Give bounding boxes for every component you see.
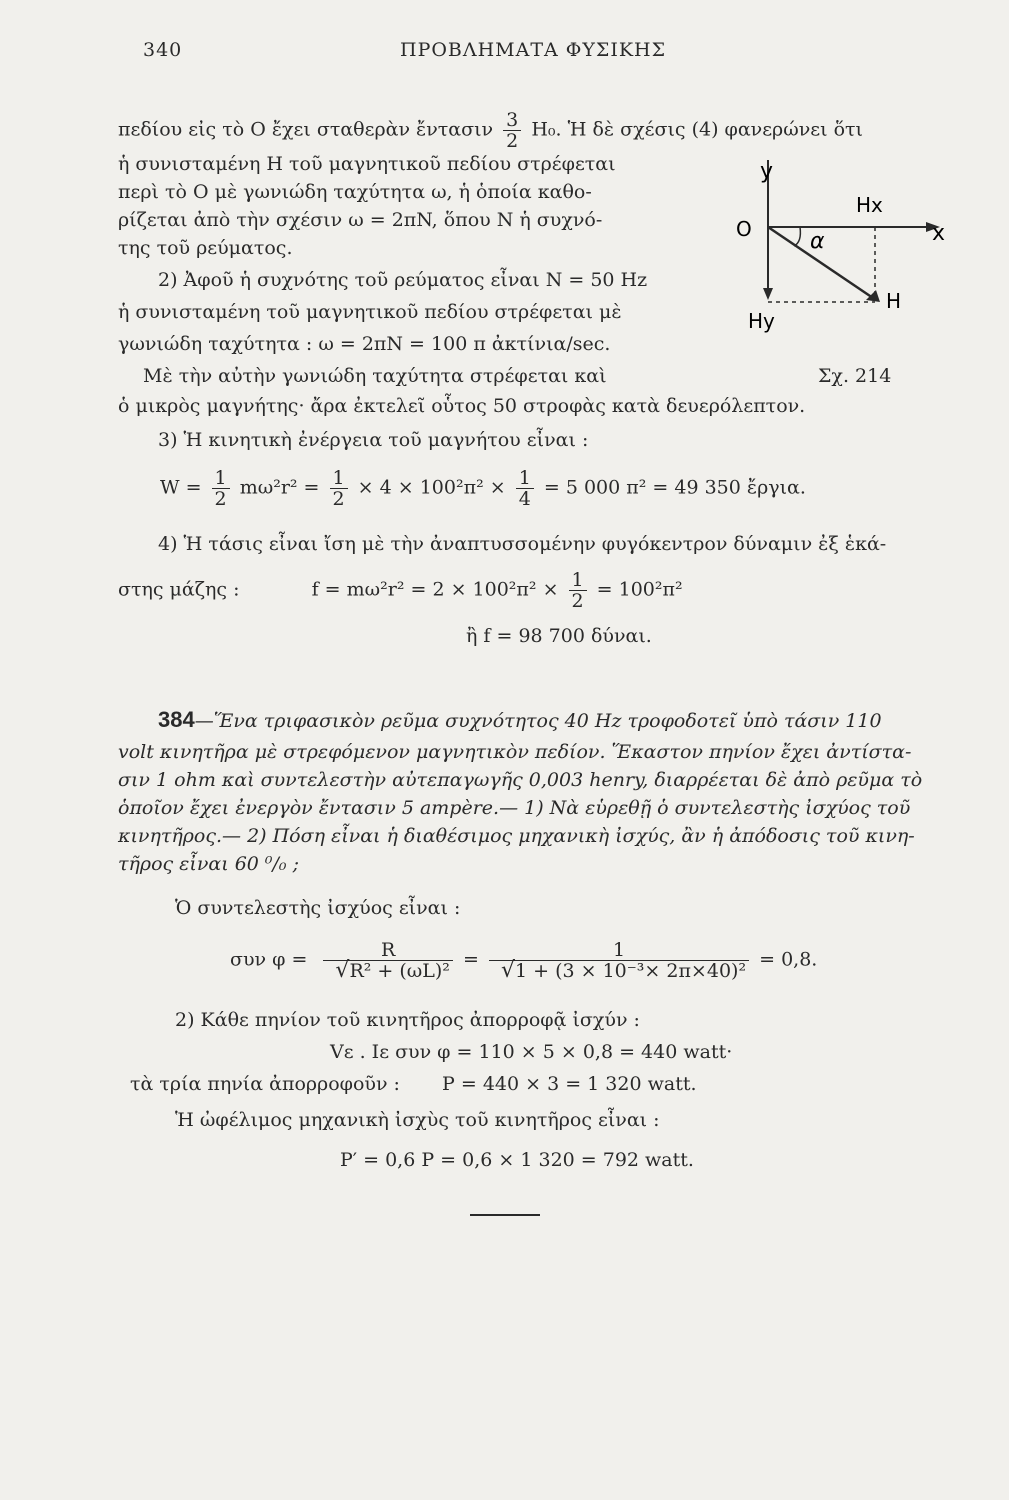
fraction-numerator: 3 — [503, 110, 521, 131]
solution-line-4 — [130, 1072, 697, 1096]
label-alpha: α — [810, 229, 825, 254]
sqrt-symbol-2: √ — [500, 958, 515, 983]
fraction-denominator: 2 — [506, 130, 519, 152]
problem-line-3: σιν 1 ohm καὶ συντελεστὴν αὐτεπαγωγῆς 0,003 henry, διαρρέεται δὲ ἀπὸ ρεῦμα τὸ — [118, 769, 923, 791]
w-mid-2: × 4 × 100²π² × — [357, 476, 506, 499]
problem-text-1: —Ἕνα τριφασικὸν ρεῦμα συχνότητος 40 Hz τροφοδοτεῖ ὑπὸ τάσιν 110 — [194, 710, 882, 732]
end-rule — [470, 1214, 540, 1216]
line1-part-a: πεδίου εἰς τὸ O ἔχει σταθερὰν ἔντασιν — [118, 118, 494, 141]
label-h: H — [886, 289, 902, 313]
cos-f2-den-wrap — [489, 960, 749, 981]
fraction-3-2 — [503, 110, 521, 151]
page-title: ΠΡΟΒΛΗΜΑΤΑ ΦΥΣΙΚΗΣ — [400, 39, 667, 61]
sqrt-symbol-1: √ — [335, 958, 350, 983]
label-y: y — [760, 159, 774, 184]
w-lhs: W = — [160, 476, 202, 499]
solution-line-4-b: P = 440 × 3 = 1 320 watt. — [442, 1073, 697, 1095]
equation-centrifugal — [118, 570, 683, 611]
cos-f1-num: R — [381, 939, 396, 961]
f-intro: στης μάζης : — [118, 578, 240, 601]
cos-fraction-1 — [323, 940, 453, 981]
text-line-9: Μὲ τὴν αὐτὴν γωνιώδη ταχύτητα στρέφεται καὶ — [143, 365, 607, 387]
text-line-7: ἡ συνισταμένη τοῦ μαγνητικοῦ πεδίου στρέφεται μὲ — [118, 301, 622, 323]
solution-line-2: 2) Κάθε πηνίον τοῦ κινητῆρος ἀπορροφᾷ ἰσχύν : — [175, 1009, 640, 1031]
text-line-10: ὁ μικρὸς μαγνήτης· ἄρα ἐκτελεῖ οὗτος 50 στροφὰς κατὰ δευερόλεπτον. — [118, 395, 806, 417]
w-f3-den: 4 — [518, 488, 531, 510]
w-f1-den: 2 — [214, 488, 227, 510]
problem-line-2: volt κινητῆρα μὲ στρεφόμενον μαγνητικὸν πεδίον. Ἕκαστον πηνίον ἔχει ἀντίστα- — [118, 741, 912, 763]
text-line-2: ἡ συνισταμένη H τοῦ μαγνητικοῦ πεδίου στρέφεται — [118, 153, 616, 175]
problem-line-1 — [158, 708, 882, 733]
w-mid-1: mω²r² = — [239, 476, 320, 499]
solution-line-6: P′ = 0,6 P = 0,6 × 1 320 = 792 watt. — [340, 1149, 694, 1171]
text-line-6: 2) Ἀφοῦ ἡ συχνότης τοῦ ρεύματος εἶναι N = 50 Hz — [158, 269, 648, 291]
label-x: x — [932, 221, 946, 246]
w-fraction-3 — [516, 468, 534, 509]
cos-rhs: = 0,8. — [759, 948, 818, 971]
cos-fraction-2 — [489, 940, 749, 981]
w-f1-num: 1 — [212, 468, 230, 489]
label-o: O — [736, 217, 752, 241]
w-rhs: = 5 000 π² = 49 350 ἔργια. — [543, 476, 806, 499]
f-fraction — [569, 570, 587, 611]
page-number: 340 — [143, 39, 183, 61]
w-f2-num: 1 — [330, 468, 348, 489]
text-line-13: 4) Ἡ τάσις εἶναι ἴση μὲ τὴν ἀναπτυσσομένην φυγόκεντρον δύναμιν ἐξ ἑκά- — [158, 533, 887, 555]
w-f2-den: 2 — [332, 488, 345, 510]
figure-214 — [730, 150, 960, 365]
text-line-1 — [118, 110, 863, 151]
text-line-5: της τοῦ ρεύματος. — [118, 237, 293, 259]
cos-f2-den: 1 + (3 × 10⁻³× 2π×40)² — [514, 960, 747, 982]
figure-caption: Σχ. 214 — [818, 365, 892, 387]
w-fraction-1 — [212, 468, 230, 509]
problem-line-6: τῆρος εἶναι 60 ⁰/₀ ; — [118, 853, 299, 875]
alpha-arc — [794, 227, 800, 246]
problem-number: 384 — [158, 707, 195, 732]
f-lhs: f = mω²r² = 2 × 100²π² × — [311, 578, 559, 601]
problem-line-4: ὁποῖον ἔχει ἐνεργὸν ἔντασιν 5 ampère.— 1) Νὰ εὑρεθῇ ὁ συντελεστὴς ἰσχύος τοῦ — [118, 797, 911, 819]
cos-eq: = — [462, 948, 479, 971]
text-line-8: γωνιώδη ταχύτητα : ω = 2πN = 100 π ἀκτίνια/sec. — [118, 333, 611, 355]
text-line-4: ρίζεται ἀπὸ τὴν σχέσιν ω = 2πN, ὅπου N ἡ συχνό- — [118, 209, 603, 231]
cos-f1-den: R² + (ωL)² — [349, 960, 450, 982]
y-axis-arrow — [763, 288, 773, 300]
label-hx: Hx — [856, 193, 883, 217]
cos-f2-num: 1 — [612, 939, 626, 961]
text-line-15: ἢ f = 98 700 δύναι. — [466, 625, 652, 647]
text-line-11: 3) Ἡ κινητικὴ ἐνέργεια τοῦ μαγνήτου εἶναι : — [158, 429, 589, 451]
text-line-3: περὶ τὸ O μὲ γωνιώδη ταχύτητα ω, ἡ ὁποία καθο- — [118, 181, 592, 203]
equation-kinetic-energy — [160, 468, 806, 509]
solution-line-5: Ἡ ὠφέλιμος μηχανικὴ ἰσχὺς τοῦ κινητῆρος εἶναι : — [175, 1109, 660, 1131]
cos-lhs: συν φ = — [230, 948, 308, 971]
line1-part-b: H₀. Ἡ δὲ σχέσις (4) φανερώνει ὅτι — [531, 118, 863, 141]
f-frac-num: 1 — [569, 570, 587, 591]
equation-power-factor — [230, 940, 817, 981]
problem-line-5: κινητῆρος.— 2) Πόση εἶναι ἡ διαθέσιμος μηχανικὴ ἰσχύς, ἂν ἡ ἀπόδοσις τοῦ κινη- — [118, 825, 915, 847]
w-fraction-2 — [330, 468, 348, 509]
label-hy: Hy — [748, 309, 775, 333]
solution-line-3: Vε . Iε συν φ = 110 × 5 × 0,8 = 440 watt· — [330, 1041, 733, 1063]
cos-f1-den-wrap — [323, 960, 453, 981]
f-rhs: = 100²π² — [596, 578, 683, 601]
solution-line-4-a: τὰ τρία πηνία ἀπορροφοῦν : — [130, 1073, 400, 1095]
w-f3-num: 1 — [516, 468, 534, 489]
f-frac-den: 2 — [571, 590, 584, 612]
solution-line-1: Ὁ συντελεστὴς ἰσχύος εἶναι : — [175, 897, 461, 919]
